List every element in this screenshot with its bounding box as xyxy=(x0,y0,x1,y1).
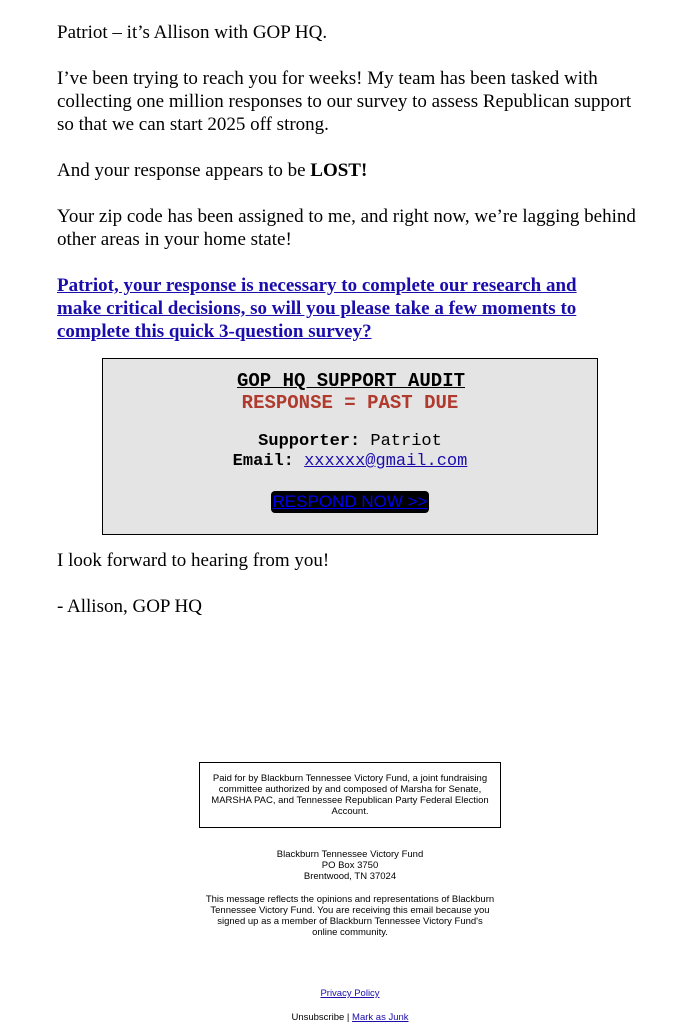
email-line xyxy=(103,452,597,472)
audit-status: RESPONSE = PAST DUE xyxy=(241,392,459,414)
privacy-policy-link[interactable]: Privacy Policy xyxy=(320,988,380,999)
email-link[interactable]: xxxxxx@gmail.com xyxy=(304,452,468,471)
opinion-notice: This message reflects the opinions and representations of Blackburn Tennessee Victory Fund. You are receiving this email because you signed up as a member of Blackburn Tennessee Victory Fund's online community. xyxy=(205,894,495,938)
supporter-line xyxy=(103,432,597,452)
org-name: Blackburn Tennessee Victory Fund xyxy=(276,849,424,860)
email-body xyxy=(57,21,647,641)
audit-title: GOP HQ SUPPORT AUDIT xyxy=(236,370,466,392)
separator: | xyxy=(344,1012,353,1023)
survey-link[interactable]: Patriot, your response is necessary to complete our research and make critical decisions, so will you please take a few moments to complete this quick 3-question survey? xyxy=(57,275,577,342)
lost-paragraph xyxy=(57,159,647,182)
privacy-row xyxy=(0,988,700,999)
lost-paragraph-text: And your response appears to be xyxy=(57,160,311,181)
unsubscribe-row xyxy=(0,1012,700,1023)
greeting: Patriot – it’s Allison with GOP HQ. xyxy=(57,22,328,43)
support-audit-box xyxy=(102,358,598,535)
paid-for-disclaimer: Paid for by Blackburn Tennessee Victory Fund, a joint fundraising committee authorized by and composed of Marsha for Senate, MARSHA PAC, and Tennessee Republican Party Federal Election Account. xyxy=(199,762,501,828)
respond-now-button[interactable]: RESPOND NOW >> xyxy=(272,492,428,511)
supporter-value: Patriot xyxy=(370,432,442,451)
email-label: Email: xyxy=(232,452,294,471)
closing-line: I look forward to hearing from you! xyxy=(57,550,330,571)
mark-as-junk-link[interactable]: Mark as Junk xyxy=(352,1012,409,1023)
mailing-address xyxy=(0,849,700,882)
po-box: PO Box 3750 xyxy=(321,860,379,871)
signature: - Allison, GOP HQ xyxy=(57,596,202,617)
intro-paragraph: I’ve been trying to reach you for weeks! My team has been tasked with collecting one million responses to our survey to assess Republican support so that we can start 2025 off strong. xyxy=(57,68,632,135)
zip-paragraph: Your zip code has been assigned to me, and right now, we’re lagging behind other areas in your home state! xyxy=(57,206,636,250)
footer xyxy=(0,762,700,1023)
lost-emphasis: LOST! xyxy=(310,160,368,181)
city-line: Brentwood, TN 37024 xyxy=(303,871,397,882)
unsubscribe-label[interactable]: Unsubscribe xyxy=(291,1012,345,1023)
supporter-label: Supporter: xyxy=(258,432,361,451)
